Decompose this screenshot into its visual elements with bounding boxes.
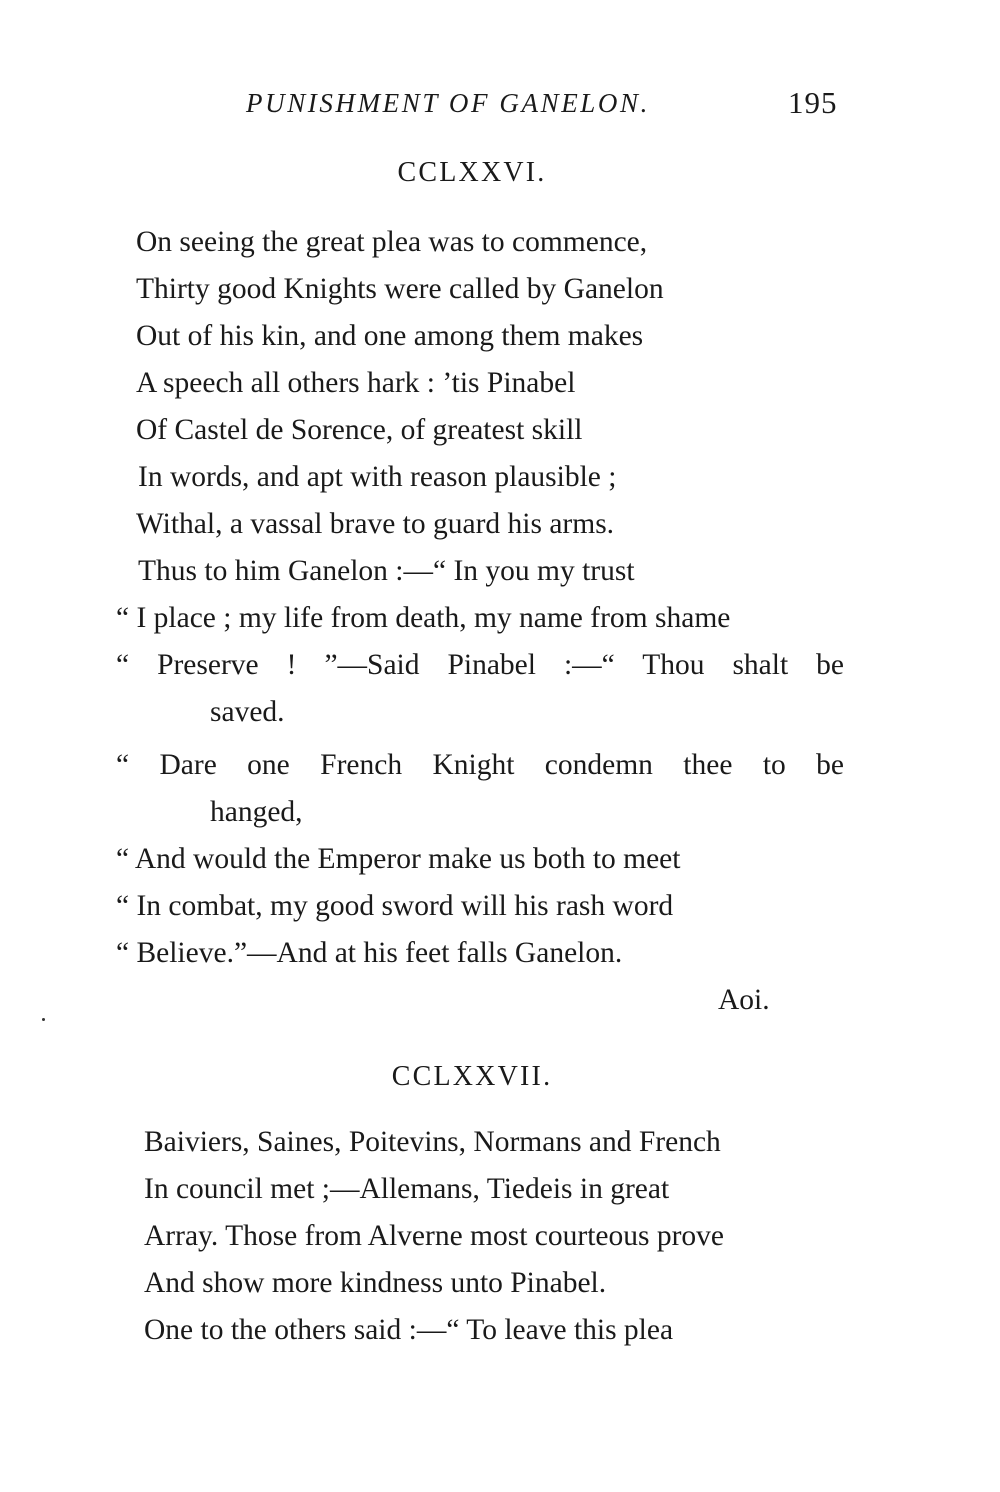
print-speck (42, 1018, 45, 1021)
verse-line: “ I place ; my life from death, my name from shame (116, 602, 731, 634)
verse-line: And show more kindness unto Pinabel. (144, 1267, 607, 1299)
verse-line: Withal, a vassal brave to guard his arms. (136, 508, 615, 540)
refrain-aoi: Aoi. (718, 984, 770, 1016)
page-number: 195 (788, 85, 838, 120)
running-head (0, 86, 1000, 126)
section-heading: CCLXXVI. (397, 157, 547, 188)
verse-line: Thirty good Knights were called by Ganelon (136, 273, 664, 305)
verse-line: “ Dare one French Knight condemn thee to be (116, 749, 844, 781)
verse-line: A speech all others hark : ’tis Pinabel (136, 367, 576, 399)
verse-line: In council met ;—Allemans, Tiedeis in great (144, 1173, 670, 1205)
verse-line: “ Believe.”—And at his feet falls Ganelon. (116, 937, 623, 969)
verse-line: “ In combat, my good sword will his rash word (116, 890, 674, 922)
verse-line: One to the others said :—“ To leave this plea (144, 1314, 674, 1346)
verse-line: “ And would the Emperor make us both to meet (116, 843, 681, 875)
verse-line: Thus to him Ganelon :—“ In you my trust (138, 555, 635, 587)
running-title: PUNISHMENT OF GANELON. (246, 88, 650, 118)
verse-line: Out of his kin, and one among them makes (136, 320, 644, 352)
verse-line: Baiviers, Saines, Poitevins, Normans and French (144, 1126, 721, 1158)
verse-line: In words, and apt with reason plausible ; (138, 461, 617, 493)
verse-line: “ Preserve ! ”—Said Pinabel :—“ Thou shalt be (116, 649, 844, 681)
verse-line-continuation: hanged, (210, 796, 303, 828)
verse-line: On seeing the great plea was to commence, (136, 226, 648, 258)
verse-line-continuation: saved. (210, 696, 285, 728)
verse-line: Of Castel de Sorence, of greatest skill (136, 414, 583, 446)
verse-line: Array. Those from Alverne most courteous prove (144, 1220, 725, 1252)
section-heading: CCLXXVII. (391, 1061, 553, 1092)
